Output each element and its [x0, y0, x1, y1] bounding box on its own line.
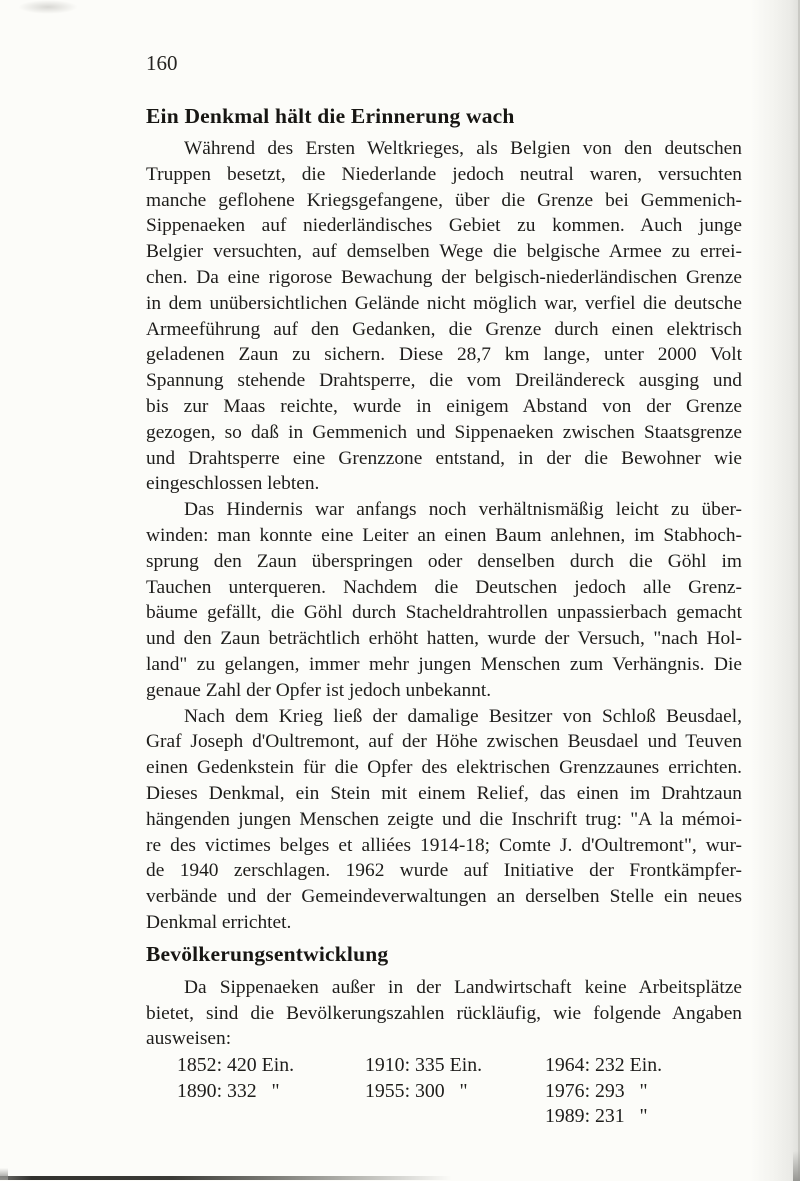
text-line: bietet, sind die Bevölkerungszahlen rückläufig, wie folgende Angaben: [146, 1002, 742, 1024]
text-line: bis zur Maas reichte, wurde in einigem Abstand von der Grenze: [146, 395, 742, 417]
population-column-2: [365, 1053, 482, 1104]
text-line: chen. Da eine rigorose Bewachung der belgisch-niederländischen Grenze: [146, 266, 742, 288]
text-line: ausweisen:: [146, 1028, 232, 1050]
text-line: geladenen Zaun zu sichern. Diese 28,7 km lange, unter 2000 Volt: [146, 344, 742, 366]
heading-bevoelkerungsentwicklung: Bevölkerungsentwicklung: [146, 941, 389, 966]
paragraph-weltkrieg: [146, 136, 742, 497]
text-line: Da Sippenaeken außer in der Landwirtschaft keine Arbeitsplätze: [184, 976, 742, 998]
text-line: und Drahtsperre eine Grenzzone entstand, in der die Bewohner wie: [146, 447, 742, 469]
text-line: Graf Joseph d'Oultremont, auf der Höhe zwischen Beusdael und Teuven: [146, 731, 742, 753]
text-line: Truppen besetzt, die Niederlande jedoch neutral waren, versuchten: [146, 163, 742, 185]
text-line: 1976: 293 ": [545, 1079, 648, 1102]
text-line: 1910: 335 Ein.: [365, 1054, 483, 1077]
text-line: Das Hindernis war anfangs noch verhältnismäßig leicht zu über-: [184, 499, 742, 521]
text-line: gezogen, so daß in Gemmenich und Sippenaeken zwischen Staatsgrenze: [146, 421, 742, 443]
text-line: Nach dem Krieg ließ der damalige Besitzer von Schloß Beusdael,: [184, 705, 742, 727]
text-line: Sippenaeken auf niederländisches Gebiet zu kommen. Auch junge: [146, 215, 742, 237]
text-line: 1964: 232 Ein.: [545, 1054, 663, 1077]
text-line: Denkmal errichtet.: [146, 911, 292, 933]
text-line: verbände und der Gemeindeverwaltungen an derselben Stelle ein neues: [146, 886, 742, 908]
text-line: land" zu gelangen, immer mehr jungen Menschen zum Verhängnis. Die: [146, 653, 742, 675]
paragraph-bevoelkerung-intro: [146, 975, 742, 1052]
text-line: Dieses Denkmal, ein Stein mit einem Relief, das einen im Drahtzaun: [146, 782, 742, 804]
page-content: [146, 0, 742, 1138]
text-line: bäume gefällt, die Göhl durch Stacheldrahtrollen unpassierbach gemacht: [146, 602, 742, 624]
text-line: Armeeführung auf den Gedanken, die Grenze durch einen elektrisch: [146, 318, 742, 340]
heading-denkmal: Ein Denkmal hält die Erinnerung wach: [146, 104, 515, 128]
text-line: winden: man konnte eine Leiter an einen Baum anlehnen, im Stabhoch-: [146, 524, 742, 546]
text-line: Während des Ersten Weltkrieges, als Belgien von den deutschen: [184, 138, 742, 159]
text-line: 1955: 300 ": [365, 1079, 468, 1102]
text-line: Tauchen unterqueren. Nachdem die Deutschen jedoch alle Grenz-: [146, 576, 742, 598]
text-line: manche geflohene Kriegsgefangene, über die Grenze bei Gemmenich-: [146, 189, 742, 211]
paragraph-hindernis: [146, 497, 742, 703]
text-line: hängenden jungen Menschen zeigte und die Inschrift trug: "A la mémoi-: [146, 808, 742, 830]
page-number: 160: [146, 51, 178, 75]
scan-edge-tick-artifact: [0, 1168, 8, 1180]
text-line: und den Zaun beträchtlich erhöht hatten, wurde der Versuch, "nach Hol-: [146, 628, 742, 650]
text-line: einen Gedenkstein für die Opfer des elektrischen Grenzzaunes errichten.: [146, 757, 742, 779]
text-line: genaue Zahl der Opfer ist jedoch unbekannt.: [146, 679, 492, 701]
population-column-3: [545, 1053, 662, 1129]
scan-corner-artifact: [793, 1151, 800, 1181]
paragraph-gedenkstein: [146, 704, 742, 936]
text-line: 1890: 332 ": [177, 1079, 280, 1102]
text-line: eingeschlossen lebten.: [146, 473, 320, 495]
text-line: re des victimes belges et alliées 1914-18; Comte J. d'Oultremont", wur-: [146, 834, 742, 856]
text-line: 1989: 231 ": [545, 1104, 648, 1127]
population-table: [146, 1053, 742, 1138]
text-line: sprung den Zaun überspringen oder denselben durch die Göhl im: [146, 550, 742, 572]
text-line: in dem unübersichtlichen Gelände nicht möglich war, verfiel die deutsche: [146, 292, 742, 314]
text-line: Spannung stehende Drahtsperre, die vom Dreiländereck ausging und: [146, 370, 742, 392]
scan-smudge-artifact: [18, 0, 78, 14]
text-line: 1852: 420 Ein.: [177, 1054, 295, 1077]
text-line: de 1940 zerschlagen. 1962 wurde auf Initiative der Frontkämpfer-: [146, 860, 742, 882]
population-column-1: [177, 1053, 294, 1104]
scan-edge-artifact: [0, 1176, 452, 1180]
text-line: Belgier versuchten, auf demselben Wege die belgische Armee zu errei-: [146, 241, 742, 263]
